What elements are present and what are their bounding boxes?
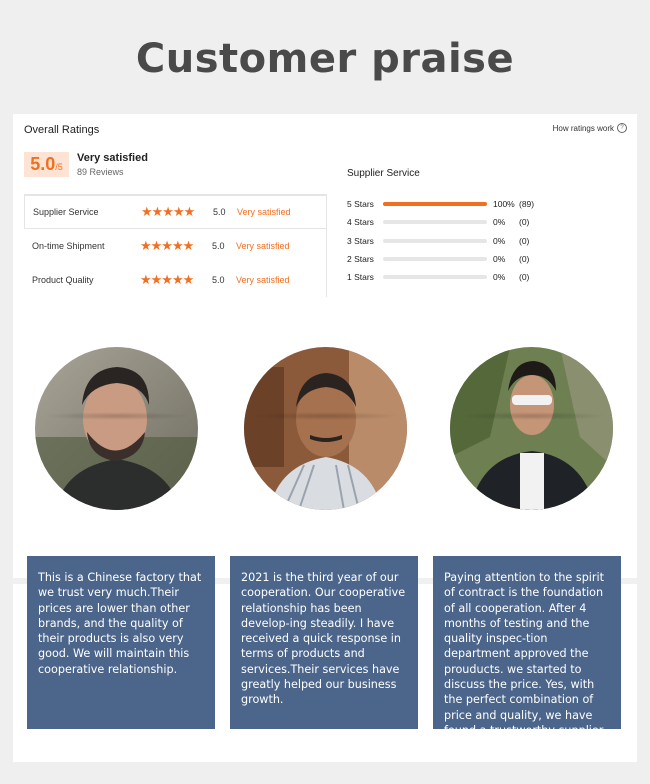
star-rating-icon: ★★★★★ [140,238,194,253]
rating-row-satisfaction: Very satisfied [236,241,290,251]
rating-row-label: On-time Shipment [32,241,105,251]
review-count: 89 Reviews [77,167,124,177]
rating-row-satisfaction: Very satisfied [237,207,291,217]
star-level-label: 3 Stars [347,235,374,246]
rating-categories [24,194,327,297]
photo-shadow [251,412,401,420]
rating-row-satisfaction: Very satisfied [236,275,290,285]
distribution-bar [383,275,487,279]
rating-row-supplier-service[interactable] [24,195,326,229]
star-level-label: 4 Stars [347,217,374,228]
page-title: Customer praise [135,36,515,82]
distribution-bar [383,257,487,261]
star-rating-icon: ★★★★★ [141,204,195,219]
distribution-count: (89) [519,199,535,209]
distribution-bar [383,202,487,206]
distribution-percent: 100% [493,199,515,209]
rating-row-score: 5.0 [213,207,226,217]
distribution-bar [383,220,487,224]
how-ratings-work-label: How ratings work [552,123,614,133]
star-distribution-row [347,198,534,210]
rating-row-label: Product Quality [32,275,94,285]
distribution-count: (0) [519,217,530,228]
rating-row-score: 5.0 [212,241,225,251]
overall-ratings-heading: Overall Ratings [24,124,100,136]
testimonial-card-1: This is a Chinese factory that we trust very much.Their prices are lower than other brands, and the quality of their products is also very good. We will maintain this cooperative relationship. [27,556,215,729]
overall-score-suffix: /5 [55,162,63,172]
star-distribution-row [347,216,529,228]
photo-shadow [42,412,192,420]
customer-photo-2 [244,347,407,510]
customer-photo-1 [35,347,198,510]
photo-shadow [457,412,607,420]
star-distribution-row [347,235,529,247]
how-ratings-work-link[interactable] [553,123,627,133]
distribution-percent: 0% [493,235,506,246]
distribution-count: (0) [519,253,530,264]
star-rating-icon: ★★★★★ [140,272,194,287]
overall-satisfaction: Very satisfied [77,152,148,164]
customer-photo-3 [450,347,613,510]
distribution-title: Supplier Service [347,168,420,179]
distribution-percent: 0% [493,272,506,283]
star-distribution-row [347,271,529,283]
overall-score: 5.0 [30,154,56,174]
star-level-label: 2 Stars [347,253,374,264]
star-level-label: 1 Stars [347,272,374,283]
rating-row-on-time-shipment[interactable] [24,229,326,263]
distribution-count: (0) [519,235,530,246]
star-distribution-row [347,253,529,265]
help-icon: ? [617,123,627,133]
distribution-count: (0) [519,272,530,283]
star-level-label: 5 Stars [347,199,374,209]
distribution-bar [383,239,487,243]
distribution-percent: 0% [493,253,506,264]
rating-row-score: 5.0 [212,275,225,285]
rating-row-product-quality[interactable] [24,263,326,297]
distribution-percent: 0% [493,217,506,228]
overall-score-badge [24,152,69,177]
rating-row-label: Supplier Service [33,207,99,217]
testimonial-card-3: Paying attention to the spirit of contract is the foundation of all cooperation. After 4 months of testing and the quality inspec-tion department approved the prouducts. we started to discuss the price. Yes, with the perfect combination of price and quality, we have found a trustworthy supplier. [433,556,621,729]
testimonial-card-2: 2021 is the third year of our cooperation. Our cooperative relationship has been develop-ing steadily. I have received a quick response in terms of products and services.Their services have greatly helped our business growth. [230,556,418,729]
distribution-bar-fill [383,202,487,206]
